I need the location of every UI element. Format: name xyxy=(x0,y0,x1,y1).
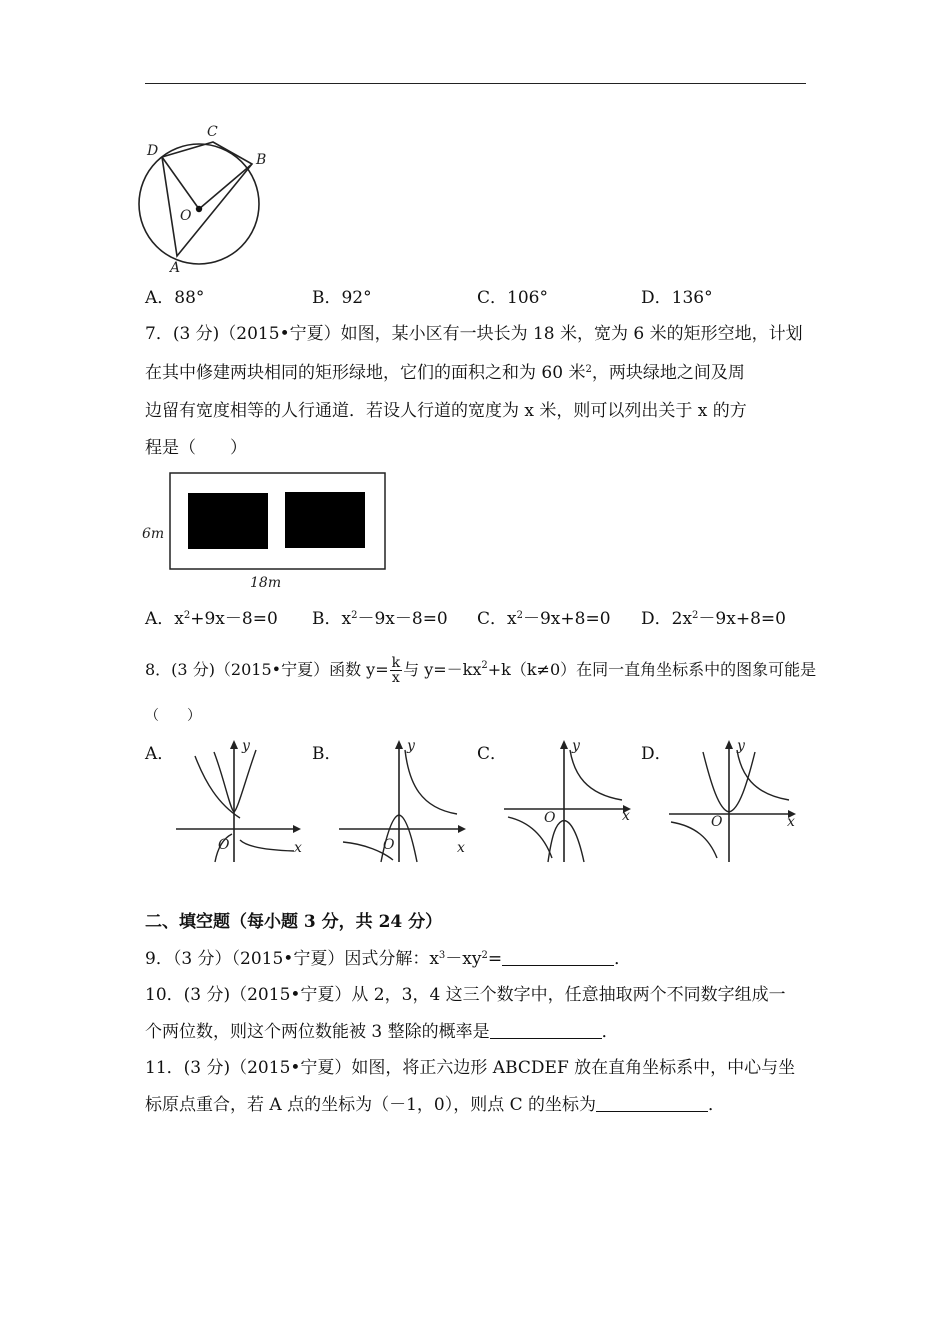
q10-line-1: 10．(3 分)（2015•宁夏）从 2，3，4 这三个数字中，任意抽取两个不同数字组成一 xyxy=(145,985,786,1005)
q6-option-b: B．92° xyxy=(312,288,372,308)
svg-text:O: O xyxy=(711,814,723,830)
section-title: 二、填空题（每小题 3 分，共 24 分） xyxy=(145,912,443,932)
q7-option-d: D．$2x^2-9x+8=0$ xyxy=(641,609,786,629)
q11-line-2: 标原点重合，若 A 点的坐标为（－1，0），则点 C 的坐标为 ． xyxy=(145,1095,726,1115)
label-o: O xyxy=(180,208,192,224)
svg-text:O: O xyxy=(544,810,556,826)
svg-text:x: x xyxy=(457,840,465,856)
q8-graph-d xyxy=(665,734,805,864)
q7-option-b: B．$x^2-9x-8=0$ xyxy=(312,609,448,629)
svg-text:x: x xyxy=(294,840,302,856)
q8-letter-a: A． xyxy=(145,744,175,764)
label-width: 6m xyxy=(142,526,165,542)
segment-do xyxy=(162,157,199,209)
svg-text:y: y xyxy=(242,738,250,754)
label-d: D xyxy=(147,143,159,159)
q6-circle-figure xyxy=(135,120,275,280)
q7-rectangle-figure xyxy=(138,468,398,596)
green-plot-left xyxy=(188,493,268,549)
q8-letter-d: D． xyxy=(641,744,672,764)
svg-text:x: x xyxy=(622,808,630,824)
q8-graph-a xyxy=(170,734,310,864)
q8-graph-c xyxy=(500,734,640,864)
q11-line-1: 11．(3 分)（2015•宁夏）如图，将正六边形 ABCDEF 放在直角坐标系中，中心与坐 xyxy=(145,1058,796,1078)
q8-graph-b xyxy=(335,734,475,864)
segment-bo xyxy=(199,164,252,209)
q7-line-2: 在其中修建两块相同的矩形绿地，它们的面积之和为 60 米$^2$，两块绿地之间及周 xyxy=(145,363,745,383)
label-b: B xyxy=(256,152,267,168)
q7-option-a: A．$x^2+9x-8=0$ xyxy=(145,609,278,629)
q8-letter-c: C． xyxy=(477,744,508,764)
q7-line-4: 程是（ ） xyxy=(145,438,247,458)
header-rule xyxy=(145,83,806,84)
answer-blank[interactable] xyxy=(490,1022,602,1039)
svg-text:y: y xyxy=(572,738,580,754)
svg-text:y: y xyxy=(407,738,415,754)
circle-o xyxy=(139,144,259,264)
svg-text:y: y xyxy=(737,738,745,754)
label-length: 18m xyxy=(250,575,282,591)
q6-option-c: C．106° xyxy=(477,288,548,308)
svg-text:O: O xyxy=(383,837,395,853)
q10-line-2: 个两位数，则这个两位数能被 3 整除的概率是 ． xyxy=(145,1022,619,1042)
q8-paren: （ ） xyxy=(145,708,201,724)
q6-option-d: D．136° xyxy=(641,288,713,308)
label-c: C xyxy=(207,124,218,140)
green-plot-right xyxy=(285,492,365,548)
label-a: A xyxy=(170,260,181,276)
q6-option-a: A．88° xyxy=(145,288,205,308)
q9-line: 9．（3 分）（2015•宁夏）因式分解：$x^3-xy^2=$ ． xyxy=(145,949,632,969)
q7-option-c: C．$x^2-9x+8=0$ xyxy=(477,609,611,629)
center-dot xyxy=(196,206,202,212)
q8-line-1: 8．(3 分)（2015•宁夏）函数 y= $\frac{k}{x}$ 与 $y=-kx^2+k(k\ne 0)$在同一直角坐标系中的图象可能是 xyxy=(145,655,817,686)
q8-letter-b: B． xyxy=(312,744,342,764)
svg-text:x: x xyxy=(787,814,795,830)
answer-blank[interactable] xyxy=(502,949,614,966)
fraction-k-over-x: $\frac{k}{x}$ xyxy=(391,655,401,686)
svg-text:O: O xyxy=(218,837,230,853)
q7-line-3: 边留有宽度相等的人行通道．若设人行道的宽度为 x 米，则可以列出关于 x 的方 xyxy=(145,401,747,421)
q7-line-1: 7．(3 分)（2015•宁夏）如图，某小区有一块长为 18 米，宽为 6 米的矩形空地，计划 xyxy=(145,324,803,344)
answer-blank[interactable] xyxy=(596,1095,708,1112)
